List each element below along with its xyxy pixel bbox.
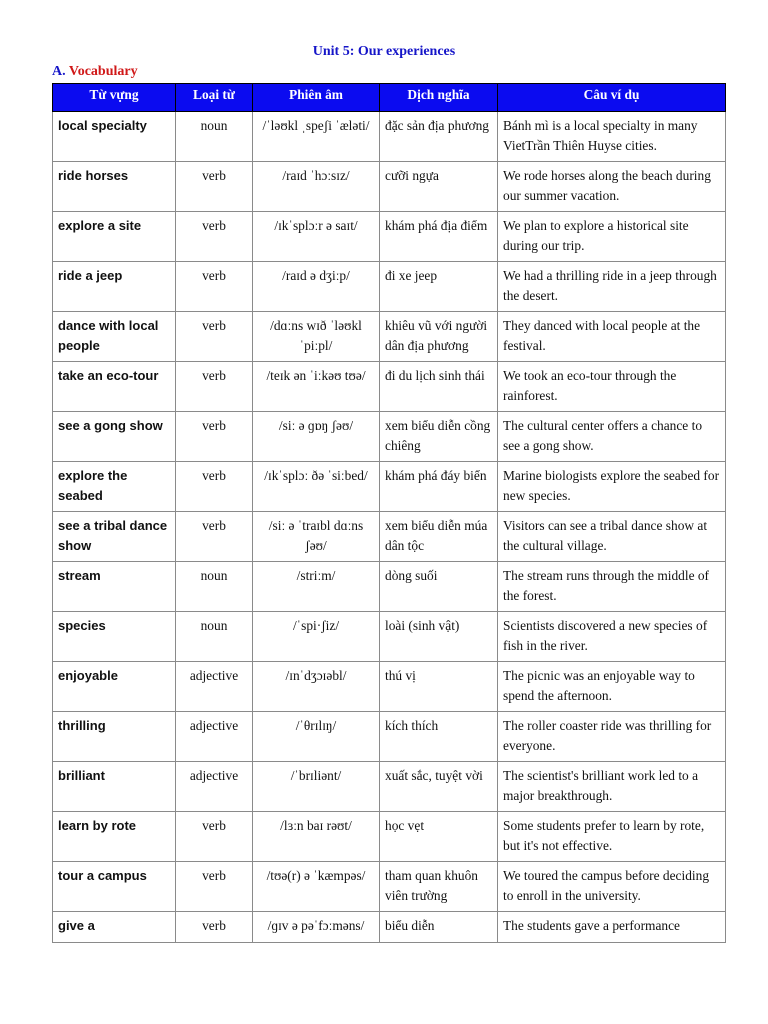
vocabulary-table <box>52 83 726 943</box>
cell-word: ride horses <box>53 162 176 212</box>
cell-meaning: khiêu vũ với người dân địa phương <box>380 312 498 362</box>
cell-type: verb <box>176 212 253 262</box>
table-row <box>53 712 726 762</box>
table-row <box>53 462 726 512</box>
cell-ipa: /teɪk ən ˈiːkəʊ tʊə/ <box>253 362 380 412</box>
cell-word: take an eco-tour <box>53 362 176 412</box>
cell-example: The stream runs through the middle of the forest. <box>498 562 726 612</box>
cell-ipa: /ˈləʊkl ˌspeʃi ˈæləti/ <box>253 112 380 162</box>
cell-word: stream <box>53 562 176 612</box>
cell-word: enjoyable <box>53 662 176 712</box>
cell-word: thrilling <box>53 712 176 762</box>
cell-word: local specialty <box>53 112 176 162</box>
cell-meaning: loài (sinh vật) <box>380 612 498 662</box>
cell-word: species <box>53 612 176 662</box>
section-letter: A. <box>52 64 66 79</box>
cell-type: verb <box>176 912 253 943</box>
cell-ipa: /siː ə ˈtraɪbl dɑːns ʃəʊ/ <box>253 512 380 562</box>
cell-example: The picnic was an enjoyable way to spend the afternoon. <box>498 662 726 712</box>
cell-ipa: /ˈθrɪlɪŋ/ <box>253 712 380 762</box>
table-row <box>53 912 726 943</box>
cell-type: adjective <box>176 662 253 712</box>
header-type: Loại từ <box>176 84 253 112</box>
section-heading <box>52 64 138 80</box>
cell-example: The students gave a performance <box>498 912 726 943</box>
cell-word: give a <box>53 912 176 943</box>
table-row <box>53 862 726 912</box>
cell-meaning: tham quan khuôn viên trường <box>380 862 498 912</box>
table-row <box>53 612 726 662</box>
table-header-row <box>53 84 726 112</box>
cell-word: ride a jeep <box>53 262 176 312</box>
table-row <box>53 812 726 862</box>
cell-example: Some students prefer to learn by rote, but it's not effective. <box>498 812 726 862</box>
cell-meaning: học vẹt <box>380 812 498 862</box>
table-row <box>53 512 726 562</box>
cell-type: adjective <box>176 762 253 812</box>
cell-type: verb <box>176 262 253 312</box>
cell-example: The cultural center offers a chance to see a gong show. <box>498 412 726 462</box>
cell-ipa: /lɜːn baɪ rəʊt/ <box>253 812 380 862</box>
cell-example: Scientists discovered a new species of fish in the river. <box>498 612 726 662</box>
section-name: Vocabulary <box>68 64 138 79</box>
cell-word: explore the seabed <box>53 462 176 512</box>
cell-ipa: /ɡɪv ə pəˈfɔːməns/ <box>253 912 380 943</box>
cell-meaning: cưỡi ngựa <box>380 162 498 212</box>
cell-type: verb <box>176 412 253 462</box>
cell-word: brilliant <box>53 762 176 812</box>
cell-meaning: đi du lịch sinh thái <box>380 362 498 412</box>
cell-ipa: /tʊə(r) ə ˈkæmpəs/ <box>253 862 380 912</box>
table-row <box>53 312 726 362</box>
table-row <box>53 162 726 212</box>
cell-example: We took an eco-tour through the rainforest. <box>498 362 726 412</box>
table-row <box>53 362 726 412</box>
table-body <box>53 112 726 943</box>
table-row <box>53 412 726 462</box>
cell-example: Bánh mì is a local specialty in many VietTrần Thiên Huyse cities. <box>498 112 726 162</box>
cell-ipa: /ɪkˈsplɔːr ə saɪt/ <box>253 212 380 262</box>
table-row <box>53 662 726 712</box>
cell-ipa: /raɪd ˈhɔːsɪz/ <box>253 162 380 212</box>
cell-word: dance with local people <box>53 312 176 362</box>
cell-type: verb <box>176 862 253 912</box>
header-example: Câu ví dụ <box>498 84 726 112</box>
cell-word: explore a site <box>53 212 176 262</box>
cell-example: Marine biologists explore the seabed for new species. <box>498 462 726 512</box>
cell-word: see a tribal dance show <box>53 512 176 562</box>
cell-ipa: /ˈbrɪliənt/ <box>253 762 380 812</box>
cell-type: noun <box>176 112 253 162</box>
cell-meaning: dòng suối <box>380 562 498 612</box>
cell-example: We plan to explore a historical site during our trip. <box>498 212 726 262</box>
cell-ipa: /raɪd ə dʒiːp/ <box>253 262 380 312</box>
header-meaning: Dịch nghĩa <box>380 84 498 112</box>
table-row <box>53 262 726 312</box>
cell-type: noun <box>176 562 253 612</box>
cell-ipa: /striːm/ <box>253 562 380 612</box>
cell-type: verb <box>176 312 253 362</box>
cell-ipa: /dɑːns wɪð ˈləʊkl ˈpiːpl/ <box>253 312 380 362</box>
cell-ipa: /ɪkˈsplɔː ðə ˈsiːbed/ <box>253 462 380 512</box>
cell-example: The roller coaster ride was thrilling for everyone. <box>498 712 726 762</box>
table-row <box>53 212 726 262</box>
cell-type: noun <box>176 612 253 662</box>
cell-example: They danced with local people at the festival. <box>498 312 726 362</box>
table-row <box>53 112 726 162</box>
cell-type: verb <box>176 812 253 862</box>
cell-example: We had a thrilling ride in a jeep through the desert. <box>498 262 726 312</box>
cell-example: We toured the campus before deciding to enroll in the university. <box>498 862 726 912</box>
cell-word: learn by rote <box>53 812 176 862</box>
cell-type: verb <box>176 162 253 212</box>
page-title: Unit 5: Our experiences <box>312 44 456 59</box>
cell-type: verb <box>176 512 253 562</box>
cell-meaning: thú vị <box>380 662 498 712</box>
cell-meaning: biểu diễn <box>380 912 498 943</box>
table-row <box>53 562 726 612</box>
cell-type: adjective <box>176 712 253 762</box>
cell-type: verb <box>176 462 253 512</box>
cell-ipa: /ɪnˈdʒɔɪəbl/ <box>253 662 380 712</box>
cell-ipa: /ˈspi·ʃiz/ <box>253 612 380 662</box>
cell-example: Visitors can see a tribal dance show at the cultural village. <box>498 512 726 562</box>
cell-type: verb <box>176 362 253 412</box>
table-row <box>53 762 726 812</box>
cell-ipa: /siː ə ɡɒŋ ʃəʊ/ <box>253 412 380 462</box>
cell-meaning: xuất sắc, tuyệt vời <box>380 762 498 812</box>
cell-meaning: xem biểu diễn múa dân tộc <box>380 512 498 562</box>
cell-word: see a gong show <box>53 412 176 462</box>
cell-meaning: khám phá đáy biển <box>380 462 498 512</box>
cell-meaning: đặc sản địa phương <box>380 112 498 162</box>
cell-meaning: xem biểu diễn cồng chiêng <box>380 412 498 462</box>
cell-meaning: đi xe jeep <box>380 262 498 312</box>
cell-word: tour a campus <box>53 862 176 912</box>
cell-meaning: kích thích <box>380 712 498 762</box>
cell-example: We rode horses along the beach during our summer vacation. <box>498 162 726 212</box>
cell-example: The scientist's brilliant work led to a major breakthrough. <box>498 762 726 812</box>
cell-meaning: khám phá địa điểm <box>380 212 498 262</box>
header-word: Từ vựng <box>53 84 176 112</box>
header-ipa: Phiên âm <box>253 84 380 112</box>
